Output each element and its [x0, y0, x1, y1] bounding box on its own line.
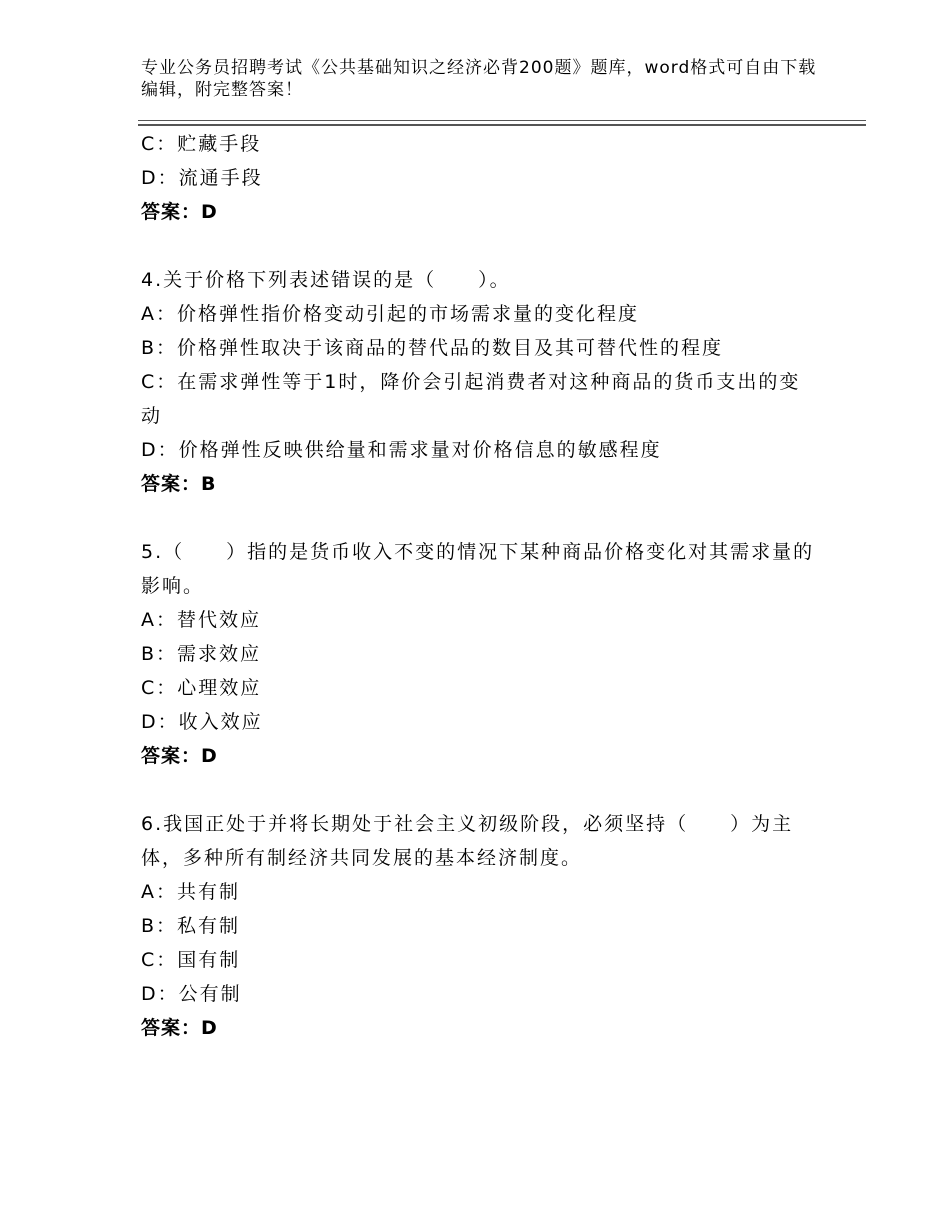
option-d: D：价格弹性反映供给量和需求量对价格信息的敏感程度	[141, 439, 662, 461]
option-a: A：替代效应	[141, 609, 261, 631]
option-d: D：公有制	[141, 983, 242, 1005]
spacer	[141, 229, 821, 263]
option-c: C：心理效应	[141, 677, 262, 699]
document-body	[141, 127, 821, 1045]
option-b: B：需求效应	[141, 643, 262, 665]
option-c: C：国有制	[141, 949, 241, 971]
answer-line: 答案：D	[141, 1017, 218, 1039]
question-stem: 4.关于价格下列表述错误的是（ ）。	[141, 269, 511, 291]
page-header: 专业公务员招聘考试《公共基础知识之经济必背200题》题库，word格式可自由下载编辑，附完整答案！	[141, 58, 817, 100]
option-a: A：共有制	[141, 881, 240, 903]
question-stem: 5.（ ）指的是货币收入不变的情况下某种商品价格变化对其需求量的影响。	[141, 541, 815, 597]
question-stem: 6.我国正处于并将长期处于社会主义初级阶段，必须坚持（ ）为主体，多种所有制经济共同发展的基本经济制度。	[141, 813, 794, 869]
option-b: B：私有制	[141, 915, 241, 937]
header-divider	[138, 120, 866, 126]
question-5	[141, 535, 821, 773]
answer-line: 答案：D	[141, 745, 218, 767]
question-4	[141, 263, 821, 501]
option-a: A：价格弹性指价格变动引起的市场需求量的变化程度	[141, 303, 639, 325]
option-d: D：流通手段	[141, 167, 263, 189]
spacer	[141, 773, 821, 807]
option-b: B：价格弹性取决于该商品的替代品的数目及其可替代性的程度	[141, 337, 724, 359]
option-c: C：在需求弹性等于1时，降价会引起消费者对这种商品的货币支出的变动	[141, 371, 801, 427]
spacer	[141, 501, 821, 535]
option-d: D：收入效应	[141, 711, 263, 733]
option-c: C：贮藏手段	[141, 133, 262, 155]
previous-question-tail	[141, 127, 821, 229]
question-6	[141, 807, 821, 1045]
answer-line: 答案：B	[141, 473, 217, 495]
answer-line: 答案：D	[141, 201, 218, 223]
